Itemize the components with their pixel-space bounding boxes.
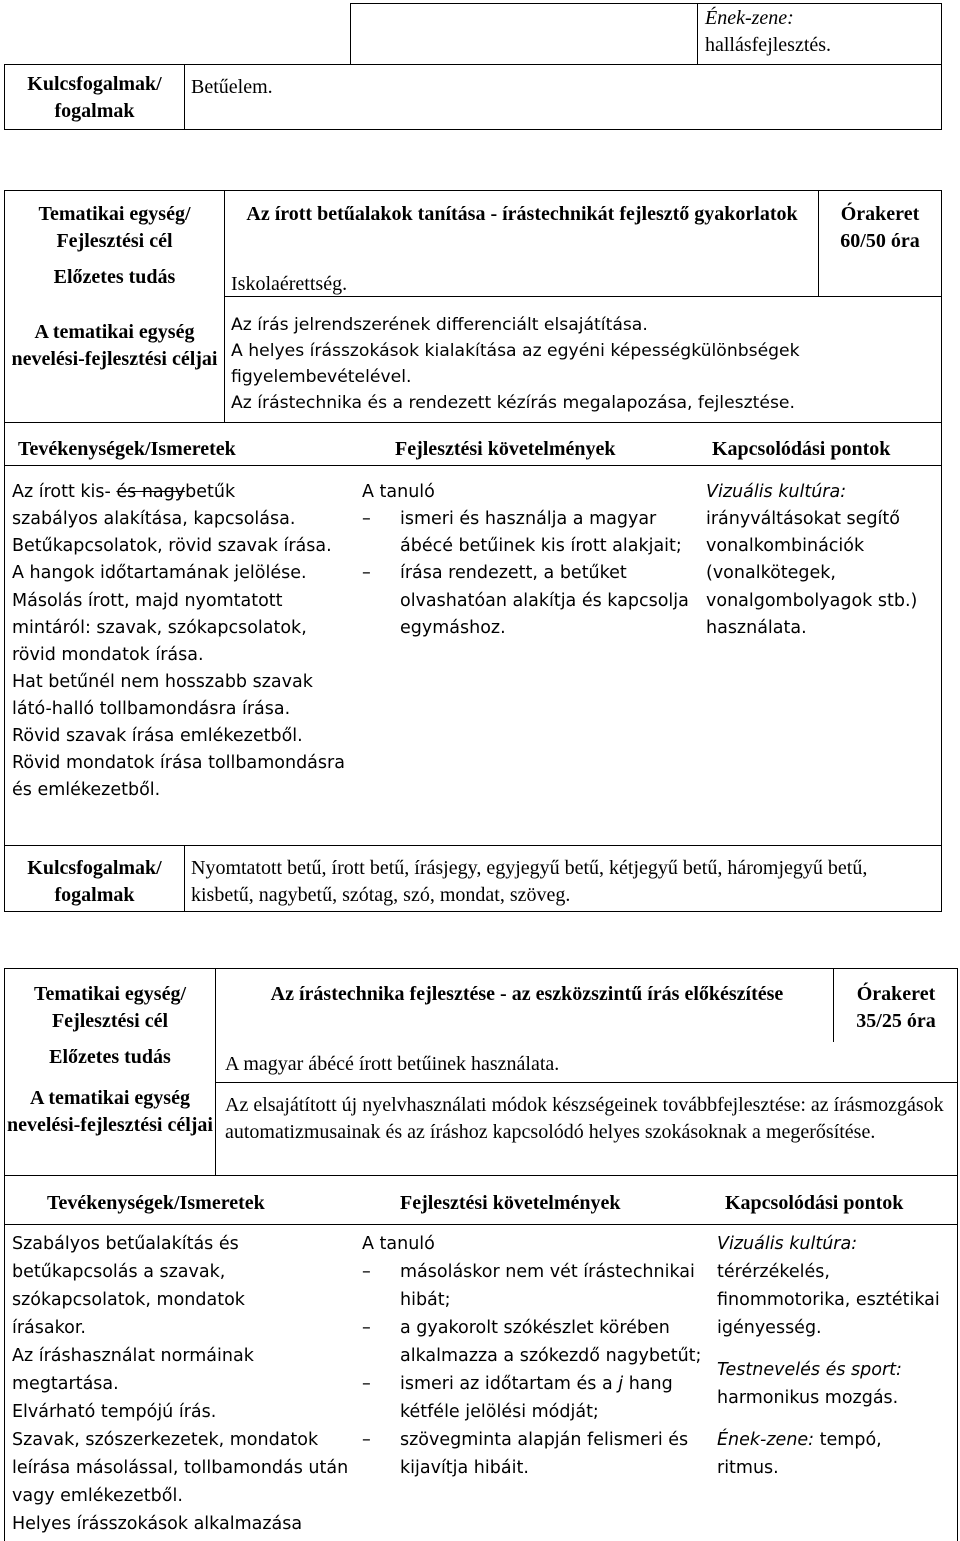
unit2-link-text: térérzékelés, finommotorika, esztétikai igényesség. bbox=[717, 1262, 940, 1338]
unit1-activity: szabályos alakítása, kapcsolása. bbox=[12, 509, 296, 530]
unit1-vline-left bbox=[224, 190, 225, 422]
unit1-tema-label: Tematikai egység/ Fejlesztési cél bbox=[38, 203, 191, 252]
unit1-orakeret-value: 60/50 óra bbox=[840, 230, 920, 252]
unit2-requirements bbox=[362, 1230, 707, 1482]
unit1-elozetes-value: Iskolaérettség. bbox=[231, 273, 348, 295]
unit1-req-item: – ismeri és használja a magyar ábécé betűinek kis írott alakjait; bbox=[362, 506, 692, 560]
strikethrough-text: és nagy bbox=[116, 482, 186, 502]
unit2-orakeret-value: 35/25 óra bbox=[856, 1010, 936, 1032]
unit1-celjai-line: Az írás jelrendszerének differenciált elsajátítása. bbox=[231, 315, 648, 335]
italic-letter: j bbox=[618, 1374, 624, 1394]
unit2-elozetes-value: A magyar ábécé írott betűinek használata. bbox=[225, 1053, 560, 1075]
top-enek-label: Ének-zene: bbox=[705, 7, 794, 29]
unit1-activity: Rövid szavak írása emlékezetből. bbox=[12, 726, 303, 747]
unit2-hline-header bbox=[4, 1175, 958, 1176]
unit2-col2-header: Fejlesztési követelmények bbox=[400, 1192, 621, 1214]
unit1-celjai-text bbox=[231, 312, 931, 417]
unit2-link-text: harmonikus mozgás. bbox=[717, 1388, 899, 1408]
top-enek-value: hallásfejlesztés. bbox=[705, 34, 832, 56]
unit1-link-subject: Vizuális kultúra: bbox=[706, 482, 847, 502]
unit2-vline-left bbox=[215, 968, 216, 1175]
unit1-col1-header: Tevékenységek/Ismeretek bbox=[18, 438, 236, 460]
unit1-hline-body bbox=[4, 465, 942, 466]
unit1-col3-header: Kapcsolódási pontok bbox=[712, 438, 891, 460]
unit2-link-text: tempó, ritmus. bbox=[717, 1430, 882, 1478]
unit2-orakeret-label: Órakeret bbox=[856, 983, 936, 1005]
unit1-activity: Hat betűnél nem hosszabb szavak látó-halló tollbamondásra írása. bbox=[12, 671, 313, 719]
unit1-col2-header: Fejlesztési követelmények bbox=[395, 438, 616, 460]
unit1-vline-right bbox=[818, 190, 819, 297]
unit2-activity: Szavak, szószerkezetek, mondatok leírása másolással, tollbamondás után vagy emlékezetből. bbox=[12, 1430, 349, 1506]
unit2-orakeret bbox=[836, 981, 956, 1035]
unit2-activity: Szabályos betűalakítás és betűkapcsolás a szavak, szókapcsolatok, mondatok írásakor. bbox=[12, 1234, 245, 1338]
unit1-activity-first: Az írott kis- és nagybetűk bbox=[12, 482, 236, 502]
unit1-orakeret-label: Órakeret bbox=[840, 203, 920, 225]
unit1-activity: Betűkapcsolatok, rövid szavak írása. bbox=[12, 536, 332, 557]
unit2-req-item: – szövegminta alapján felismeri és kijavítja hibáit. bbox=[362, 1426, 707, 1482]
unit1-kulcs-label: Kulcsfogalmak/ fogalmak bbox=[27, 857, 162, 906]
unit2-hline-elozetes bbox=[215, 1082, 958, 1083]
unit2-col3-header: Kapcsolódási pontok bbox=[725, 1192, 904, 1214]
unit1-activity: Rövid mondatok írása tollbamondásra és emlékezetből. bbox=[12, 753, 345, 801]
unit1-requirements bbox=[362, 479, 692, 642]
unit2-req-item: – másoláskor nem vét írástechnikai hibát; bbox=[362, 1258, 707, 1314]
unit1-celjai-label: A tematikai egység nevelési-fejlesztési céljai bbox=[11, 321, 218, 370]
unit1-req-item: – írása rendezett, a betűket olvashatóan alakítja és kapcsolja egymáshoz. bbox=[362, 560, 692, 641]
unit2-activities bbox=[12, 1230, 352, 1538]
unit2-req-list bbox=[362, 1258, 707, 1482]
unit1-celjai-line: A helyes írásszokások kialakítása az egyéni képességkülönbségek figyelembevételével. bbox=[231, 341, 800, 388]
unit1-req-intro: A tanuló bbox=[362, 482, 435, 502]
unit2-req-item: – ismeri az időtartam és a j hang kétféle jelölési módját; bbox=[362, 1370, 707, 1426]
unit2-tema-label: Tematikai egység/ Fejlesztési cél bbox=[33, 983, 187, 1032]
unit1-title: Az írott betűalakok tanítása - írástechnikát fejlesztő gyakorlatok bbox=[246, 203, 798, 225]
unit2-activity: Elvárható tempójú írás. bbox=[12, 1402, 217, 1422]
unit2-title: Az írástechnika fejlesztése - az eszközszintű írás előkészítése bbox=[270, 983, 784, 1005]
unit1-activity: Másolás írott, majd nyomtatott mintáról: szavak, szókapcsolatok, rövid mondatok írása. bbox=[12, 590, 307, 665]
unit2-elozetes-label: Előzetes tudás bbox=[49, 1046, 171, 1068]
unit1-celjai-line: Az írástechnika és a rendezett kézírás megalapozása, fejlesztése. bbox=[231, 393, 795, 414]
unit2-req-intro: A tanuló bbox=[362, 1234, 435, 1254]
top-kulcs-label: Kulcsfogalmak/ fogalmak bbox=[27, 73, 162, 122]
top-empty-cell bbox=[350, 3, 698, 65]
unit2-activity: Az íráshasználat normáinak megtartása. bbox=[12, 1346, 254, 1394]
top-enek bbox=[705, 5, 935, 59]
unit2-link-subject: Ének-zene: bbox=[717, 1430, 815, 1450]
unit2-vline-right bbox=[833, 968, 834, 1042]
unit2-celjai-value: Az elsajátított új nyelvhasználati módok készségeinek továbbfejlesztése: az írásmozgások automatizmusainak és az íráshoz kapcsolódó helyes szokásoknak a megerősítése. bbox=[225, 1094, 944, 1143]
unit2-activity: Helyes írásszokások alkalmazása bbox=[12, 1514, 303, 1534]
unit1-links bbox=[706, 479, 931, 642]
unit1-orakeret bbox=[820, 201, 940, 255]
unit1-kulcs-value: Nyomtatott betű, írott betű, írásjegy, egyjegyű betű, kétjegyű betű, háromjegyű betű, kisbetű, nagybetű, szótag, szó, mondat, szöveg. bbox=[191, 857, 868, 906]
unit2-celjai-label: A tematikai egység nevelési-fejlesztési céljai bbox=[6, 1087, 213, 1136]
unit1-link-text: irányváltásokat segítő vonalkombinációk (vonalkötegek, vonalgombolyagok stb.) használata. bbox=[706, 509, 918, 638]
unit2-link-subject: Testnevelés és sport: bbox=[717, 1360, 902, 1380]
unit1-req-list bbox=[362, 506, 692, 642]
unit2-hline-body bbox=[4, 1224, 958, 1225]
unit1-elozetes-label: Előzetes tudás bbox=[53, 266, 176, 288]
unit1-hline-header bbox=[4, 422, 942, 423]
top-kulcs-value-cell bbox=[184, 64, 942, 130]
unit2-links bbox=[717, 1230, 947, 1482]
unit1-vline-kulcs bbox=[184, 845, 185, 912]
unit2-link-subject: Vizuális kultúra: bbox=[717, 1234, 858, 1254]
top-kulcs-value: Betűelem. bbox=[191, 76, 273, 98]
unit1-activity: A hangok időtartamának jelölése. bbox=[12, 563, 307, 584]
unit1-activities bbox=[12, 479, 347, 805]
unit1-hline-kulcs bbox=[4, 845, 942, 846]
unit2-link-enek bbox=[717, 1426, 947, 1482]
unit2-req-item: – a gyakorolt szókészlet körében alkalmazza a szókezdő nagybetűt; bbox=[362, 1314, 707, 1370]
unit2-col1-header: Tevékenységek/Ismeretek bbox=[47, 1192, 265, 1214]
